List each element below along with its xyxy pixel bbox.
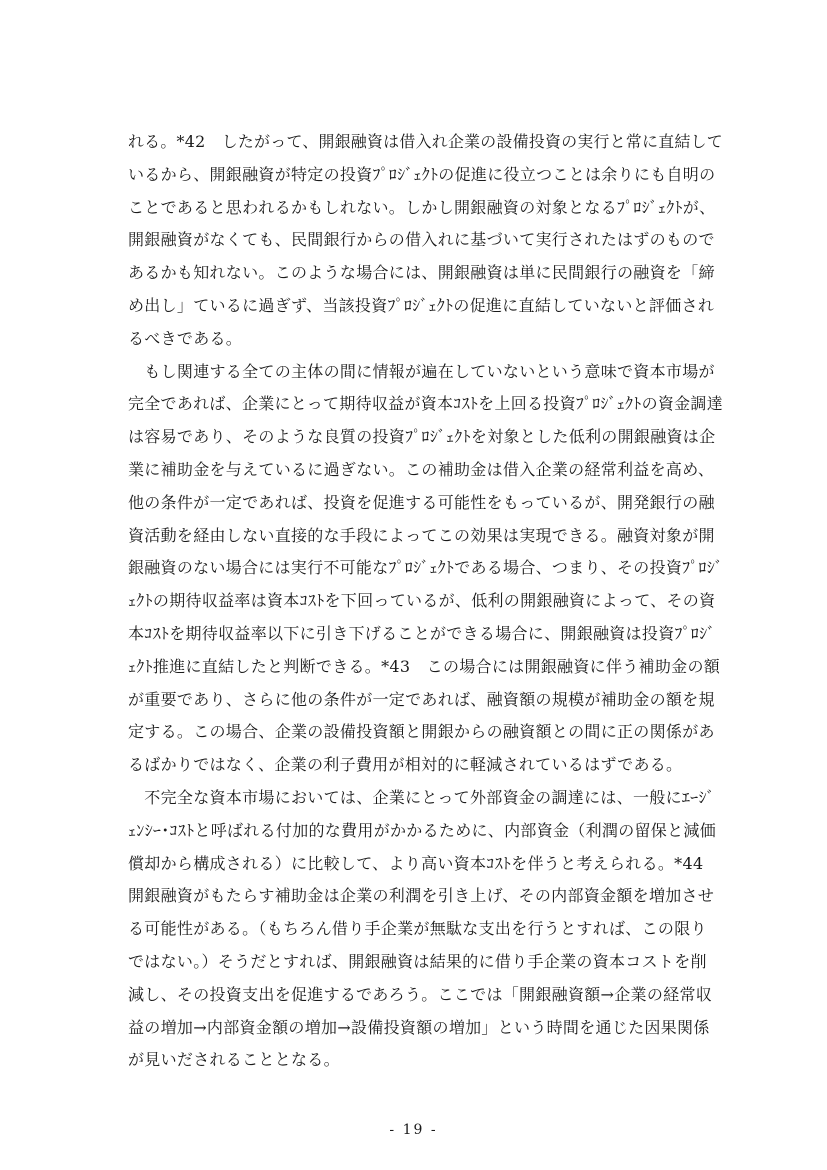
- text-line: [128, 421, 723, 454]
- body-text: [128, 126, 723, 1077]
- line-text: いるから、開銀融資が特定の投資ﾌﾟﾛｼﾞｪｸﾄの促進に役立つことは余りにも自明の: [128, 164, 716, 184]
- text-line: [128, 356, 723, 389]
- line-text: 完全であれば、企業にとって期待収益が資本ｺｽﾄを上回る投資ﾌﾟﾛｼﾞｪｸﾄの資金調達: [128, 394, 723, 414]
- line-text: が見いだされることとなる。: [128, 1050, 340, 1070]
- text-line: [128, 815, 723, 848]
- text-line: [128, 651, 723, 684]
- line-text: 業に補助金を与えているに過ぎない。この補助金は借入企業の経常利益を高め、: [128, 459, 715, 479]
- line-text: 銀融資のない場合には実行不可能なﾌﾟﾛｼﾞｪｸﾄである場合、つまり、その投資ﾌﾟﾛｼﾞ: [128, 558, 723, 578]
- text-line: [128, 618, 723, 651]
- text-line: [128, 520, 723, 553]
- line-text: ｪﾝｼｰ･ｺｽﾄと呼ばれる付加的な費用がかかるために、内部資金（利潤の留保と減価: [128, 820, 717, 840]
- line-text: ｪｸﾄの期待収益率は資本ｺｽﾄを下回っているが、低利の開銀融資によって、その資: [128, 591, 716, 611]
- line-text: 開銀融資がもたらす補助金は企業の利潤を引き上げ、その内部資金額を増加させ: [128, 886, 715, 906]
- line-text: ことであると思われるかもしれない。しかし開銀融資の対象となるﾌﾟﾛｼﾞｪｸﾄが、: [128, 197, 716, 217]
- line-text: ｪｸﾄ推進に直結したと判断できる。*43 この場合には開銀融資に伴う補助金の額: [128, 656, 721, 676]
- line-text: 償却から構成される）に比較して、より高い資本ｺｽﾄを伴うと考えられる。*44: [128, 853, 704, 873]
- line-text: 不完全な資本市場においては、企業にとって外部資金の調達には、一般にｴｰｼﾞ: [128, 787, 715, 807]
- paragraph: [128, 356, 723, 782]
- text-line: [128, 224, 723, 257]
- line-text: れる。*42 したがって、開銀融資は借入れ企業の設備投資の実行と常に直結して: [128, 132, 723, 151]
- text-line: [128, 126, 723, 159]
- line-text: もし関連する全ての主体の間に情報が遍在していないという意味で資本市場が: [128, 361, 715, 381]
- paragraph: [128, 126, 723, 356]
- line-text: 益の増加→内部資金額の増加→設備投資額の増加」という時間を通じた因果関係: [128, 1017, 710, 1037]
- text-line: [128, 880, 723, 913]
- text-line: [128, 1012, 723, 1045]
- line-text: 定する。この場合、企業の設備投資額と開銀からの融資額との間に正の関係があ: [128, 722, 715, 742]
- line-text: 資活動を経由しない直接的な手段によってこの効果は実現できる。融資対象が開: [128, 525, 715, 545]
- text-line: [128, 257, 723, 290]
- line-text: あるかも知れない。このような場合には、開銀融資は単に民間銀行の融資を「締: [128, 263, 715, 283]
- text-line: [128, 552, 723, 585]
- text-line: [128, 684, 723, 717]
- line-text: 減し、その投資支出を促進するであろう。ここでは「開銀融資額→企業の経常収: [128, 984, 713, 1004]
- text-line: [128, 1044, 723, 1077]
- text-line: [128, 716, 723, 749]
- line-text: 本ｺｽﾄを期待収益率以下に引き下げることができる場合に、開銀融資は投資ﾌﾟﾛｼﾞ: [128, 623, 716, 643]
- line-text: ではない。）そうだとすれば、開銀融資は結果的に借り手企業の資本コストを削: [128, 951, 707, 971]
- text-line: [128, 487, 723, 520]
- line-text: め出し」ているに過ぎず、当該投資ﾌﾟﾛｼﾞｪｸﾄの促進に直結していないと評価され: [128, 295, 715, 315]
- text-line: [128, 290, 723, 323]
- text-line: [128, 323, 723, 356]
- line-text: 他の条件が一定であれば、投資を促進する可能性をもっているが、開発銀行の融: [128, 492, 715, 512]
- page-number: - 19 -: [389, 1122, 438, 1138]
- text-line: [128, 979, 723, 1012]
- text-line: [128, 913, 723, 946]
- line-text: るべきである。: [128, 328, 243, 348]
- paragraph: [128, 782, 723, 1077]
- line-text: は容易であり、そのような良質の投資ﾌﾟﾛｼﾞｪｸﾄを対象とした低利の開銀融資は企: [128, 427, 716, 447]
- text-line: [128, 782, 723, 815]
- text-line: [128, 848, 723, 881]
- text-line: [128, 749, 723, 782]
- text-line: [128, 454, 723, 487]
- line-text: る可能性がある。（もちろん借り手企業が無駄な支出を行うとすれば、この限り: [128, 919, 707, 939]
- text-line: [128, 585, 723, 618]
- text-line: [128, 159, 723, 192]
- line-text: が重要であり、さらに他の条件が一定であれば、融資額の規模が補助金の額を規: [128, 689, 715, 709]
- line-text: るばかりではなく、企業の利子費用が相対的に軽減されているはずである。: [128, 755, 683, 775]
- line-text: 開銀融資がなくても、民間銀行からの借入れに基づいて実行されたはずのもので: [128, 230, 715, 250]
- text-line: [128, 946, 723, 979]
- text-line: [128, 388, 723, 421]
- text-line: [128, 192, 723, 225]
